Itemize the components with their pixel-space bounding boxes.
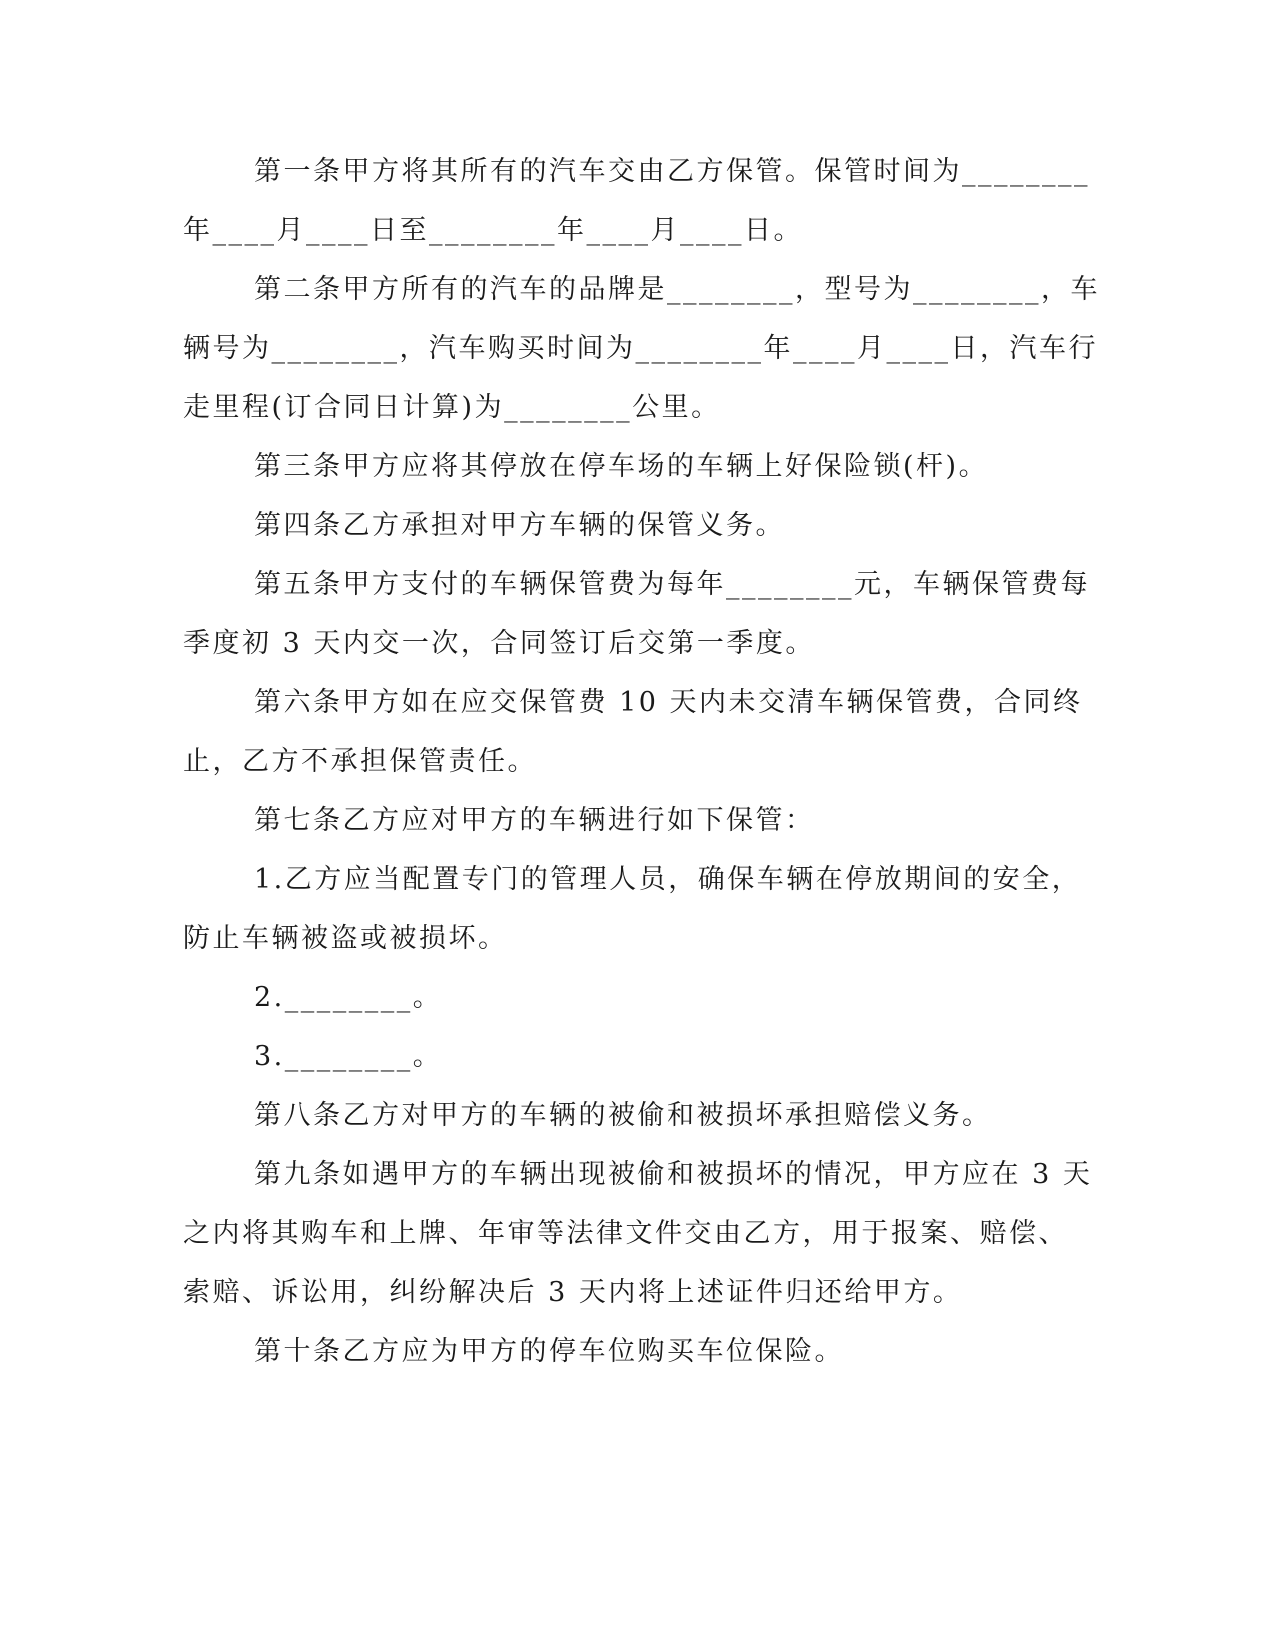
article-7: 第七条乙方应对甲方的车辆进行如下保管： bbox=[254, 805, 815, 836]
article-1-line-1: 第一条甲方将其所有的汽车交由乙方保管。保管时间为________ bbox=[254, 156, 1090, 187]
article-2-line-2: 辆号为________，汽车购买时间为________年____月____日，汽车行 bbox=[183, 333, 1098, 364]
article-5-line-1: 第五条甲方支付的车辆保管费为每年________元，车辆保管费每 bbox=[254, 569, 1090, 600]
article-10: 第十条乙方应为甲方的停车位购买车位保险。 bbox=[254, 1336, 844, 1367]
article-7-item-1-line-1: 1.乙方应当配置专门的管理人员，确保车辆在停放期间的安全， bbox=[254, 864, 1082, 895]
article-7-item-1-line-2: 防止车辆被盗或被损坏。 bbox=[183, 923, 508, 954]
article-6-line-2: 止，乙方不承担保管责任。 bbox=[183, 746, 537, 777]
article-7-item-3: 3.________。 bbox=[254, 1041, 443, 1072]
article-6-line-1: 第六条甲方如在应交保管费 10 天内未交清车辆保管费，合同终 bbox=[254, 687, 1083, 718]
article-4: 第四条乙方承担对甲方车辆的保管义务。 bbox=[254, 510, 785, 541]
article-8: 第八条乙方对甲方的车辆的被偷和被损坏承担赔偿义务。 bbox=[254, 1100, 992, 1131]
article-7-item-2: 2.________。 bbox=[254, 982, 443, 1013]
article-9-line-3: 索赔、诉讼用，纠纷解决后 3 天内将上述证件归还给甲方。 bbox=[183, 1277, 963, 1308]
article-9-line-1: 第九条如遇甲方的车辆出现被偷和被损坏的情况，甲方应在 3 天 bbox=[254, 1159, 1093, 1190]
article-2-line-1: 第二条甲方所有的汽车的品牌是________，型号为________，车 bbox=[254, 274, 1100, 305]
article-3: 第三条甲方应将其停放在停车场的车辆上好保险锁(杆)。 bbox=[254, 451, 989, 482]
article-1-line-2: 年____月____日至________年____月____日。 bbox=[183, 215, 803, 246]
article-5-line-2: 季度初 3 天内交一次，合同签订后交第一季度。 bbox=[183, 628, 815, 659]
article-2-line-3: 走里程(订合同日计算)为________公里。 bbox=[183, 392, 721, 423]
article-9-line-2: 之内将其购车和上牌、年审等法律文件交由乙方，用于报案、赔偿、 bbox=[183, 1218, 1068, 1249]
